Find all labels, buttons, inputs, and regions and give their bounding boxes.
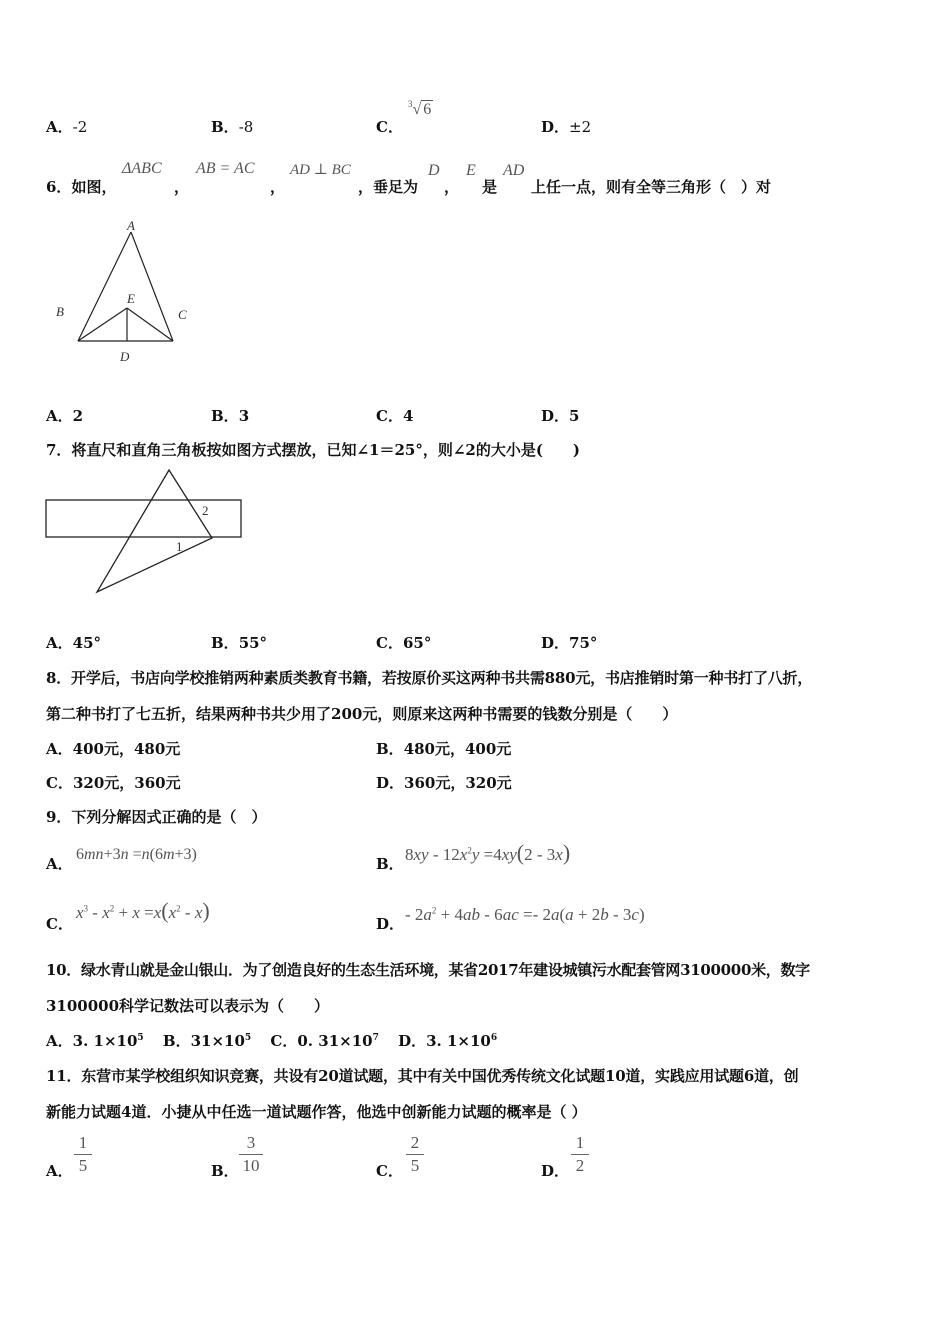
angle-2-label: 2 xyxy=(202,503,209,518)
math-d: D xyxy=(428,162,440,179)
math-triangle-abc: ΔABC xyxy=(122,160,162,177)
math-ab-eq-ac: AB = AC xyxy=(196,160,255,177)
q11-option-a-fraction: 1 5 xyxy=(74,1134,92,1175)
q10-option-b: B．$31\times 10^5$ xyxy=(162,1032,252,1050)
q9-option-a-label: A． xyxy=(46,855,73,873)
q11-stem-line2: 新能力试题4道．小捷从中任选一道试题作答，他选中创新能力试题的概率是（ ） xyxy=(46,1103,587,1121)
q7-option-a: A．45° xyxy=(46,634,102,652)
q11-option-b-label: B． xyxy=(211,1162,239,1180)
q11-option-c-fraction: 2 5 xyxy=(406,1134,424,1175)
q5-option-a: A．-2 xyxy=(46,118,88,136)
q8-stem-line1: 8．开学后，书店向学校推销两种素质类教育书籍，若按原价买这两种书共需880元，书店推销时第一种书打了八折， xyxy=(46,669,813,687)
q9-option-c-label: C． xyxy=(46,915,73,933)
q10-option-c: C．0. $31\times 10^7$ xyxy=(270,1032,379,1050)
q7-ruler-triangle-figure xyxy=(40,462,250,602)
q7-option-c: C．65° xyxy=(376,634,432,652)
label-e: E xyxy=(127,291,135,306)
q6-option-a: A．2 xyxy=(46,407,84,425)
q5-option-d: D．±2 xyxy=(541,118,592,136)
q11-option-d-fraction: 1 2 xyxy=(571,1134,589,1175)
q11-option-b-fraction: 3 10 xyxy=(239,1134,263,1175)
cube-root-six: $^3$√ 6 xyxy=(408,99,432,118)
q10-option-a: A．3. $1\times 10^5$ xyxy=(46,1032,144,1050)
q9-stem: 9．下列分解因式正确的是（ ） xyxy=(46,808,267,826)
q10-stem-line1: 10．绿水青山就是金山银山．为了创造良好的生态生活环境，某省2017年建设城镇污水配套管网3100000米，数字 xyxy=(46,961,810,979)
q11-stem-line1: 11．东营市某学校组织知识竞赛，共设有20道试题，其中有关中国优秀传统文化试题10道，实践应用试题6道，创 xyxy=(46,1067,799,1085)
q9-option-a-expr: 6mn+3n =n(6m+3) xyxy=(76,846,197,863)
q7-stem: 7．将直尺和直角三角板按如图方式摆放，已知∠1＝25°，则∠2的大小是( ) xyxy=(46,441,581,459)
q8-option-a: A．400元，480元 xyxy=(46,740,181,758)
q11-option-c-label: C． xyxy=(376,1162,403,1180)
q11-option-d-label: D． xyxy=(541,1162,570,1180)
label-a: A xyxy=(127,218,135,233)
math-ad-perp-bc: AD ⊥ BC xyxy=(290,162,351,178)
math-e: E xyxy=(466,162,476,179)
label-d: D xyxy=(120,349,130,364)
label-b: B xyxy=(56,304,64,319)
q9-option-b-label: B． xyxy=(376,855,404,873)
q6-option-b: B．3 xyxy=(211,407,250,425)
q9-option-d-label: D． xyxy=(376,915,405,933)
q5-option-c: C． xyxy=(376,118,403,136)
q9-option-c-expr: $x^3 - x^2 + x =x(x^2 - x)$ xyxy=(76,898,210,923)
q6-option-d: D．5 xyxy=(541,407,580,425)
angle-1-label: 1 xyxy=(176,539,183,554)
q10-option-d: D．3. $1\times 10^6$ xyxy=(398,1032,498,1050)
q7-option-b: B．55° xyxy=(211,634,268,652)
q6-option-c: C．4 xyxy=(376,407,414,425)
q10-options xyxy=(46,1030,497,1051)
q8-option-c: C．320元，360元 xyxy=(46,774,181,792)
math-ad: AD xyxy=(503,162,525,179)
q10-stem-line2: 3100000科学记数法可以表示为（ ） xyxy=(46,997,330,1015)
q8-stem-line2: 第二种书打了七五折，结果两种书共少用了200元，则原来这两种书需要的钱数分别是（ ） xyxy=(46,705,678,723)
q9-option-b-expr: $8xy - 12x^2y =4xy(2 - 3x)$ xyxy=(405,840,571,865)
label-c: C xyxy=(178,307,187,322)
q11-option-a-label: A． xyxy=(46,1162,73,1180)
q5-option-b: B．-8 xyxy=(211,118,254,136)
q8-option-d: D．360元，320元 xyxy=(376,774,512,792)
q7-option-d: D．75° xyxy=(541,634,598,652)
q9-option-d-expr: - $2a^2 + 4ab - 6ac =- 2a(a + 2b - 3c)$ xyxy=(405,905,645,924)
q6-triangle-figure xyxy=(50,215,200,370)
q8-option-b: B．480元，400元 xyxy=(376,740,512,758)
